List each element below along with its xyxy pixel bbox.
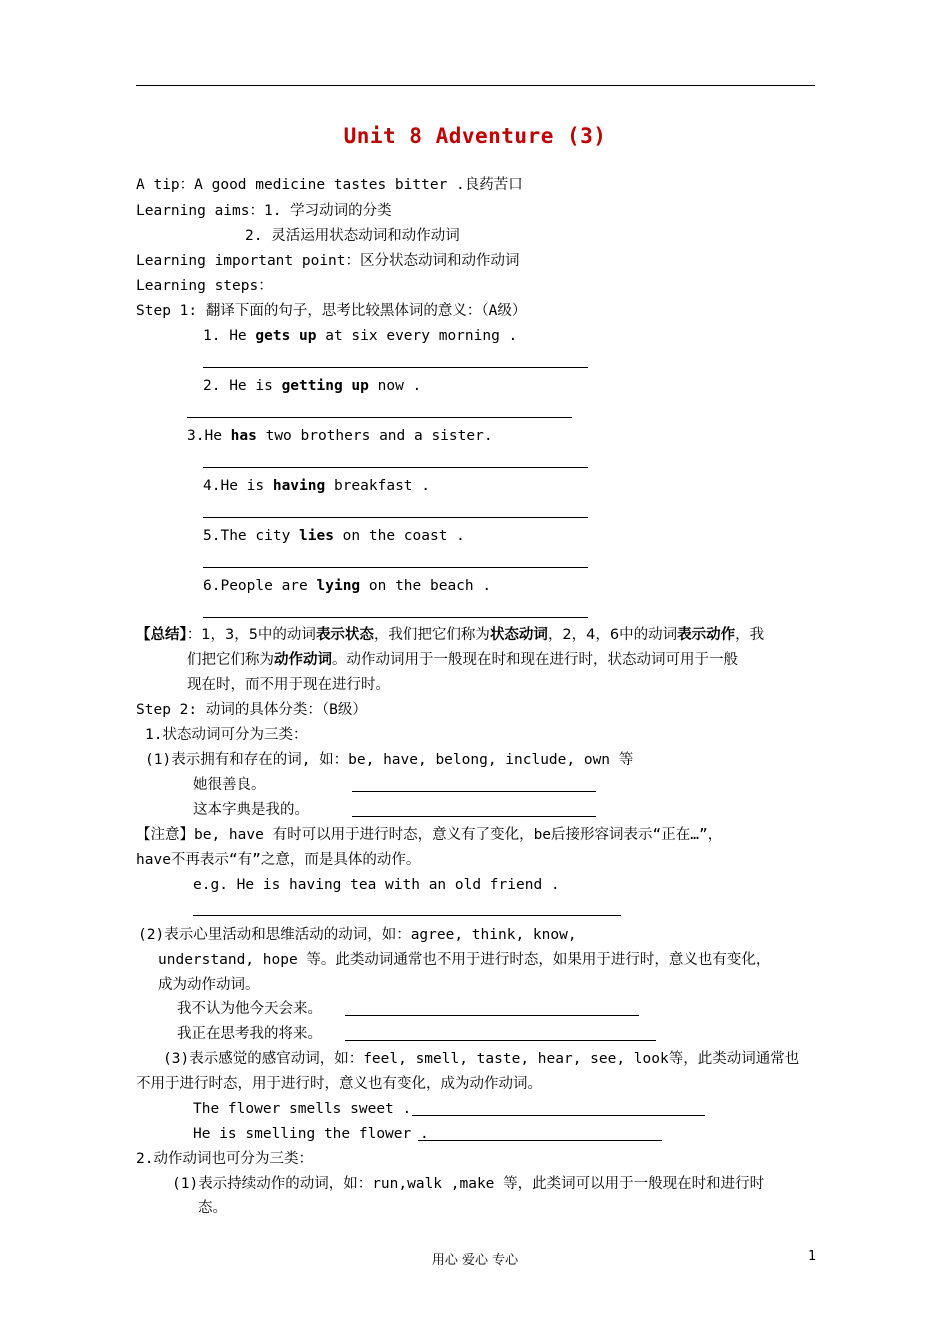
sentence-1-bold: gets up: [255, 328, 317, 344]
category-1-blank-1[interactable]: [352, 791, 596, 792]
summary-text-3: ，2，4，6中的动词: [547, 627, 678, 643]
important-point-line: Learning important point：区分状态动词和动作动词: [136, 253, 520, 269]
summary-line-3: 现在时，而不用于现在进行时。: [187, 677, 390, 693]
sentence-3-post: two brothers and a sister.: [256, 428, 493, 444]
action-category-1-line-2: 态。: [198, 1200, 227, 1216]
page-title: Unit 8 Adventure (3): [343, 124, 607, 148]
summary-bold-4: 动作动词: [274, 652, 332, 668]
sentence-5-bold: lies: [299, 528, 334, 544]
note-line-1: 【注意】be, have 有时可以用于进行时态，意义有了变化，be后接形容词表示“正在…”，: [136, 827, 723, 843]
answer-blank-4[interactable]: [203, 517, 588, 518]
action-verbs-intro: 2.动作动词也可分为三类：: [136, 1151, 313, 1167]
category-3-example-1: The flower smells sweet .: [193, 1101, 412, 1117]
sentence-6: [203, 577, 491, 595]
category-2-line-1: (2)表示心里活动和思维活动的动词，如：agree, think, know,: [138, 927, 577, 943]
sentence-2: [203, 377, 421, 395]
sentence-4-post: breakfast .: [325, 478, 430, 494]
step1-heading: Step 1: 翻译下面的句子，思考比较黑体词的意义：（A级）: [136, 303, 527, 319]
steps-label: Learning steps：: [136, 278, 273, 294]
category-1: (1)表示拥有和存在的词, 如：be, have, belong, include, own 等: [145, 752, 634, 768]
category-3-blank-1[interactable]: [412, 1115, 705, 1116]
page-number: 1: [808, 1249, 817, 1264]
step2-heading: Step 2: 动词的具体分类：（B级）: [136, 702, 367, 718]
summary-bold-1: 表示状态: [315, 627, 374, 643]
summary-text-5: 们把它们称为: [187, 652, 274, 668]
tip-line: A tip：A good medicine tastes bitter .良药苦口: [136, 177, 523, 193]
category-1-example-1: 她很善良。: [193, 777, 266, 793]
category-2-line-3: 成为动作动词。: [158, 977, 260, 993]
sentence-1-post: at six every morning .: [316, 328, 518, 344]
summary-bold-3: 表示动作: [677, 627, 736, 643]
summary-text-2: ，我们把它们称为: [373, 627, 490, 643]
answer-blank-5[interactable]: [203, 567, 588, 568]
sentence-3: [187, 427, 493, 445]
sentence-6-bold: lying: [316, 578, 361, 594]
action-category-1-line-1: (1)表示持续动作的动词，如：run,walk ,make 等，此类词可以用于一般现在时和进行时: [172, 1176, 765, 1192]
sentence-3-pre: 3.He: [187, 428, 231, 444]
summary-bold-2: 状态动词: [489, 627, 548, 643]
sentence-4: [203, 477, 430, 495]
summary-label: 【总结】: [136, 627, 187, 643]
sentence-6-post: on the beach .: [360, 578, 492, 594]
summary-text-6: 。动作动词用于一般现在时和现在进行时，状态动词可用于一般: [332, 652, 738, 668]
category-1-blank-2[interactable]: [352, 816, 596, 817]
example-blank[interactable]: [193, 915, 621, 916]
sentence-1: [203, 327, 517, 345]
category-2-example-2: 我正在思考我的将来。: [177, 1026, 322, 1042]
category-3-line-2: 不用于进行时态，用于进行时，意义也有变化，成为动作动词。: [136, 1076, 542, 1092]
aims-line-1: Learning aims：1. 学习动词的分类: [136, 203, 392, 219]
sentence-5: [203, 527, 465, 545]
footer-text: 用心 爱心 专心: [431, 1253, 519, 1268]
sentence-2-bold: getting up: [281, 378, 369, 394]
summary-line-2: [187, 651, 738, 669]
note-line-2: have不再表示“有”之意，而是具体的动作。: [136, 852, 421, 868]
example-sentence: e.g. He is having tea with an old friend .: [193, 877, 560, 893]
sentence-2-pre: 2. He is: [203, 378, 282, 394]
sentence-6-pre: 6.People are: [203, 578, 317, 594]
answer-blank-3[interactable]: [203, 467, 588, 468]
answer-blank-6[interactable]: [203, 617, 588, 618]
summary-text-4: ，我: [735, 627, 765, 643]
category-2-blank-1[interactable]: [345, 1015, 639, 1016]
category-2-example-1: 我不认为他今天会来。: [177, 1001, 322, 1017]
sentence-3-bold: has: [230, 428, 257, 444]
category-2-blank-2[interactable]: [345, 1040, 656, 1041]
sentence-5-post: on the coast .: [333, 528, 465, 544]
sentence-1-pre: 1. He: [203, 328, 256, 344]
category-3-line-1: (3)表示感觉的感官动词，如：feel, smell, taste, hear, see, look等，此类动词通常也: [163, 1051, 800, 1067]
category-3-example-2: He is smelling the flower .: [193, 1126, 429, 1142]
category-2-line-2: understand, hope 等。此类动词通常也不用于进行时态，如果用于进行时，意义也有变化，: [158, 952, 771, 968]
answer-blank-1[interactable]: [203, 367, 588, 368]
summary-text-1: ：1，3，5中的动词: [186, 627, 316, 643]
sentence-2-post: now .: [368, 378, 422, 394]
summary-line-1: [136, 626, 764, 644]
sentence-4-pre: 4.He is: [203, 478, 273, 494]
state-verbs-intro: 1.状态动词可分为三类：: [145, 727, 308, 743]
category-1-example-2: 这本字典是我的。: [193, 802, 309, 818]
answer-blank-2[interactable]: [187, 417, 572, 418]
category-3-blank-2[interactable]: [418, 1140, 662, 1141]
sentence-4-bold: having: [272, 478, 326, 494]
aims-line-2: 2. 灵活运用状态动词和动作动词: [245, 228, 460, 244]
header-rule: [136, 85, 815, 86]
sentence-5-pre: 5.The city: [203, 528, 300, 544]
